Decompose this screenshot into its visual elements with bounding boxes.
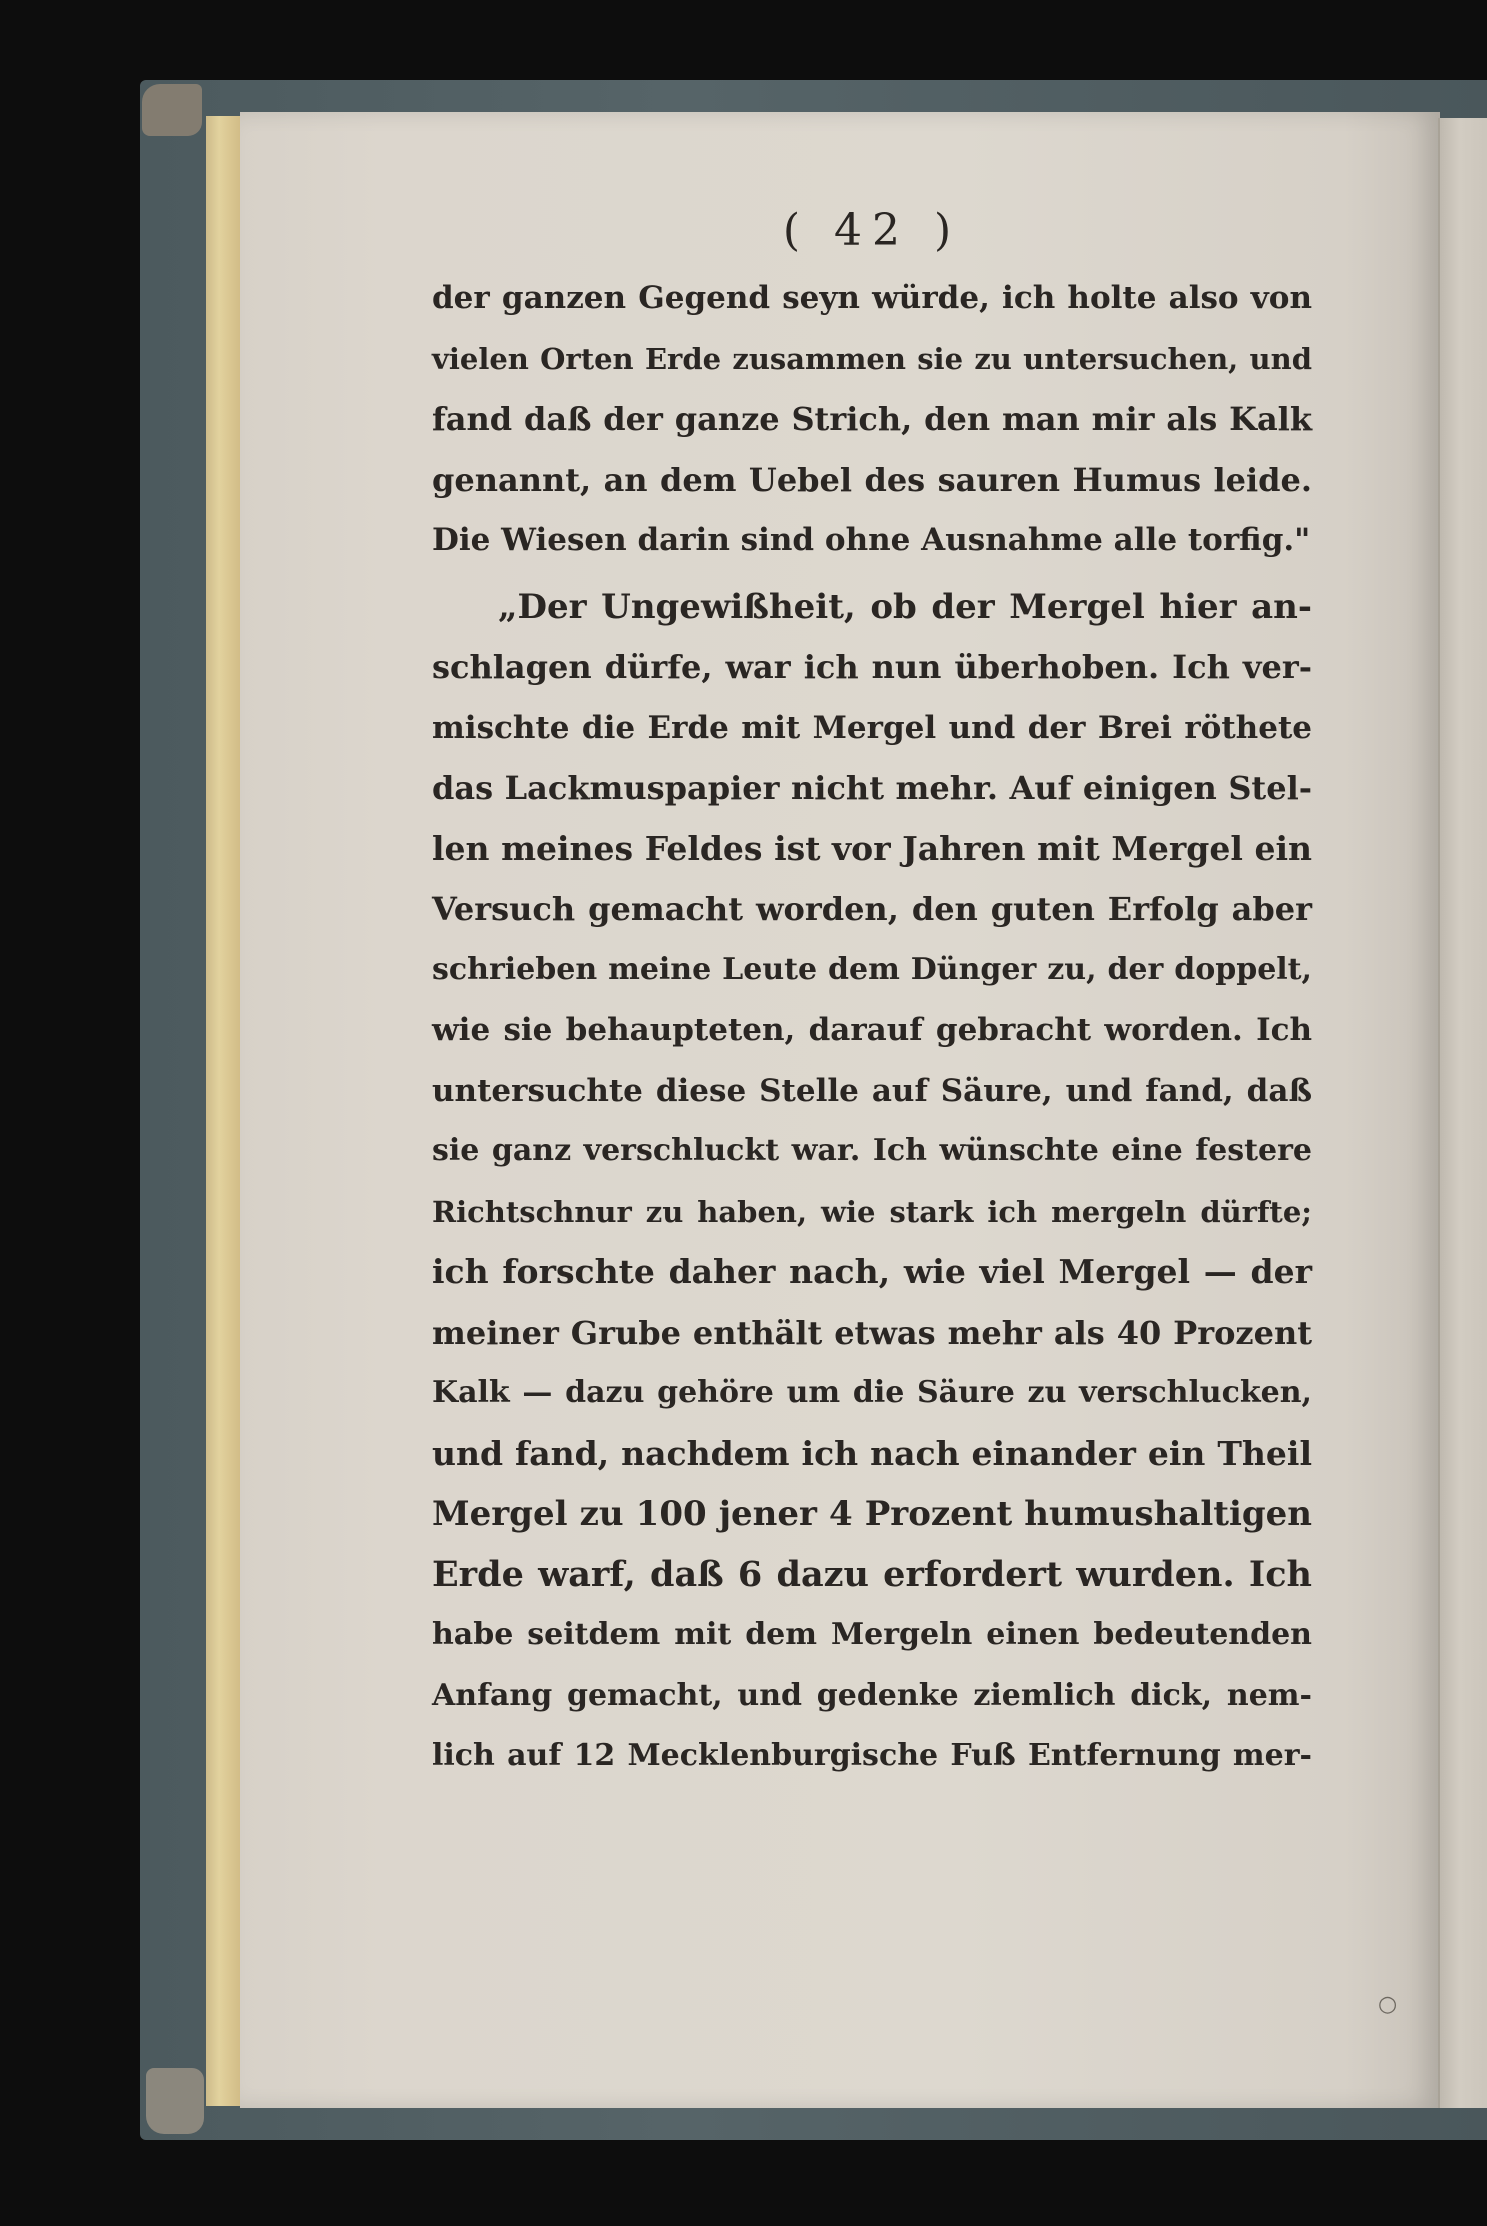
text-line: meiner Grube enthält etwas mehr als 40 Prozent bbox=[432, 1313, 1312, 1352]
text-line: das Lackmuspapier nicht mehr. Auf einigen Stel- bbox=[432, 769, 1312, 807]
text-line: genannt, an dem Uebel des sauren Humus leide. bbox=[432, 460, 1312, 499]
text-line: len meines Feldes ist vor Jahren mit Mergel ein bbox=[432, 828, 1312, 868]
cover-worn-corner-bottom bbox=[146, 2068, 204, 2134]
adjacent-page-edge bbox=[1438, 118, 1487, 2108]
text-line: Kalk — dazu gehöre um die Säure zu verschlucken, bbox=[432, 1375, 1312, 1410]
text-line: sie ganz verschluckt war. Ich wünschte eine festere bbox=[432, 1133, 1312, 1168]
text-line: der ganzen Gegend seyn würde, ich holte also von bbox=[432, 280, 1312, 316]
text-line: und fand, nachdem ich nach einander ein Theil bbox=[432, 1433, 1312, 1473]
text-line: Richtschnur zu haben, wie stark ich mergeln dürfte; bbox=[432, 1194, 1312, 1229]
text-line: schrieben meine Leute dem Dünger zu, der doppelt, bbox=[432, 951, 1312, 987]
text-line: Die Wiesen darin sind ohne Ausnahme alle torfig." bbox=[432, 522, 1311, 558]
text-line: Anfang gemacht, und gedenke ziemlich dick, nem- bbox=[432, 1677, 1312, 1713]
text-line: mischte die Erde mit Mergel und der Brei röthete bbox=[432, 709, 1312, 746]
page-text bbox=[432, 200, 1312, 1787]
text-line: Mergel zu 100 jener 4 Prozent humushaltigen bbox=[432, 1494, 1312, 1534]
text-line: Erde warf, daß 6 dazu erfordert wurden. Ich bbox=[432, 1553, 1312, 1595]
text-line: „Der Ungewißheit, ob der Mergel hier an- bbox=[498, 586, 1312, 627]
text-line: schlagen dürfe, war ich nun überhoben. Ich ver- bbox=[432, 648, 1312, 686]
text-line: vielen Orten Erde zusammen sie zu untersuchen, und bbox=[432, 341, 1312, 376]
text-line: fand daß der ganze Strich, den man mir als Kalk bbox=[432, 400, 1312, 438]
cover-worn-corner-top bbox=[142, 84, 202, 136]
page-number: ( 42 ) bbox=[782, 205, 962, 256]
text-line: ich forschte daher nach, wie viel Mergel — der bbox=[432, 1252, 1312, 1291]
text-line: wie sie behaupteten, darauf gebracht worden. Ich bbox=[432, 1012, 1312, 1048]
text-line: habe seitdem mit dem Mergeln einen bedeutenden bbox=[432, 1617, 1312, 1652]
small-circle-mark: ○ bbox=[1378, 1992, 1398, 2017]
text-line: untersuchte diese Stelle auf Säure, und fand, daß bbox=[432, 1072, 1312, 1109]
text-line: lich auf 12 Mecklenburgische Fuß Entfernung mer- bbox=[432, 1738, 1312, 1773]
text-line: Versuch gemacht worden, den guten Erfolg aber bbox=[432, 890, 1312, 928]
